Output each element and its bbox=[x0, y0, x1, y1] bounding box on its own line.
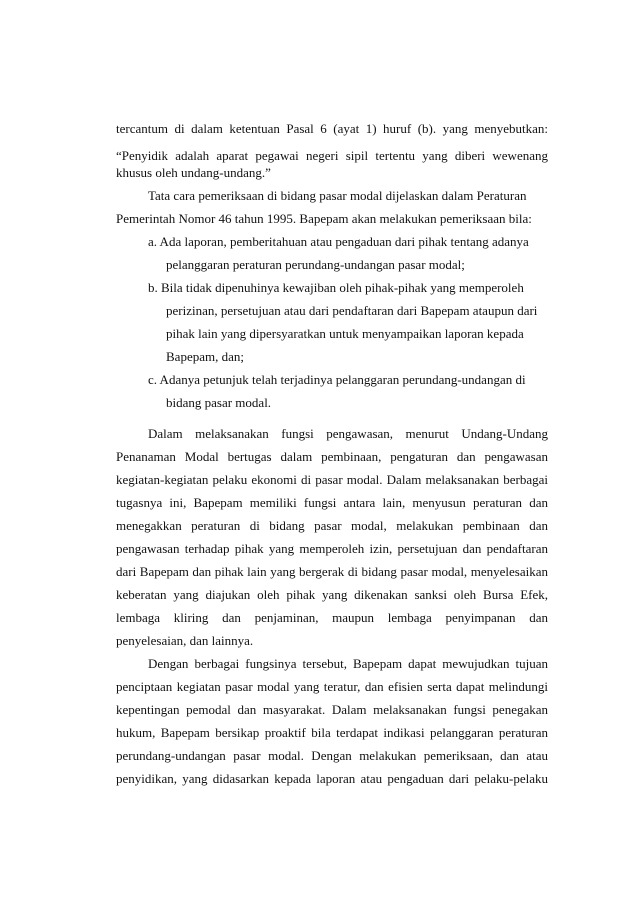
list-item-continuation: pihak lain yang dipersyaratkan untuk menyampaikan laporan kepada bbox=[166, 326, 524, 341]
text-line: pengawasan terhadap pihak yang memperoleh izin, persetujuan dan pendaftaran bbox=[116, 541, 548, 556]
text-line: hukum, Bapepam bersikap proaktif bila terdapat indikasi pelanggaran peraturan bbox=[116, 725, 548, 740]
text-line: penyidikan, yang didasarkan kepada laporan atau pengaduan dari pelaku-pelaku bbox=[116, 771, 548, 786]
text-line: kegiatan-kegiatan pelaku ekonomi di pasar modal. Dalam melaksanakan berbagai bbox=[116, 472, 548, 487]
text-line: keberatan yang diajukan oleh pihak yang dikenakan sanksi oleh Bursa Efek, bbox=[116, 587, 548, 602]
text-line: Penanaman Modal bertugas dalam pembinaan, pengaturan dan pengawasan bbox=[116, 449, 548, 464]
text-line: “Penyidik adalah aparat pegawai negeri sipil tertentu yang diberi wewenang bbox=[116, 148, 548, 163]
text-line: penciptaan kegiatan pasar modal yang teratur, dan efisien serta dapat melindungi bbox=[116, 679, 548, 694]
text-line: tugasnya ini, Bapepam memiliki fungsi antara lain, menyusun peraturan dan bbox=[116, 495, 548, 510]
list-item-continuation: perizinan, persetujuan atau dari pendaftaran dari Bapepam ataupun dari bbox=[166, 303, 538, 318]
list-item-c: c. Adanya petunjuk telah terjadinya pelanggaran perundang-undangan di bbox=[148, 372, 526, 387]
text-line: penyelesaian, dan lainnya. bbox=[116, 633, 254, 648]
text-line: dari Bapepam dan pihak lain yang bergerak di bidang pasar modal, menyelesaikan bbox=[116, 564, 548, 579]
paragraph-first-line: Tata cara pemeriksaan di bidang pasar modal dijelaskan dalam Peraturan bbox=[148, 188, 527, 203]
text-line: lembaga kliring dan penjaminan, maupun lembaga penyimpanan dan bbox=[116, 610, 548, 625]
text-line: menegakkan peraturan di bidang pasar modal, melakukan pembinaan dan bbox=[116, 518, 548, 533]
list-item-b: b. Bila tidak dipenuhinya kewajiban oleh pihak-pihak yang memperoleh bbox=[148, 280, 524, 295]
text-line: khusus oleh undang-undang.” bbox=[116, 165, 271, 180]
text-line: perundang-undangan pasar modal. Dengan melakukan pemeriksaan, dan atau bbox=[116, 748, 548, 763]
list-item-continuation: Bapepam, dan; bbox=[166, 349, 244, 364]
list-item-continuation: pelanggaran peraturan perundang-undangan pasar modal; bbox=[166, 257, 465, 272]
list-item-continuation: bidang pasar modal. bbox=[166, 395, 272, 410]
text-line: Pemerintah Nomor 46 tahun 1995. Bapepam akan melakukan pemeriksaan bila: bbox=[116, 211, 532, 226]
paragraph-first-line: Dengan berbagai fungsinya tersebut, Bapepam dapat mewujudkan tujuan bbox=[148, 656, 548, 671]
list-item-a: a. Ada laporan, pemberitahuan atau pengaduan dari pihak tentang adanya bbox=[148, 234, 529, 249]
text-line: kepentingan pemodal dan masyarakat. Dalam melaksanakan fungsi penegakan bbox=[116, 702, 548, 717]
text-line: tercantum di dalam ketentuan Pasal 6 (ayat 1) huruf (b). yang menyebutkan: bbox=[116, 121, 548, 136]
paragraph-first-line: Dalam melaksanakan fungsi pengawasan, menurut Undang-Undang bbox=[148, 426, 548, 441]
